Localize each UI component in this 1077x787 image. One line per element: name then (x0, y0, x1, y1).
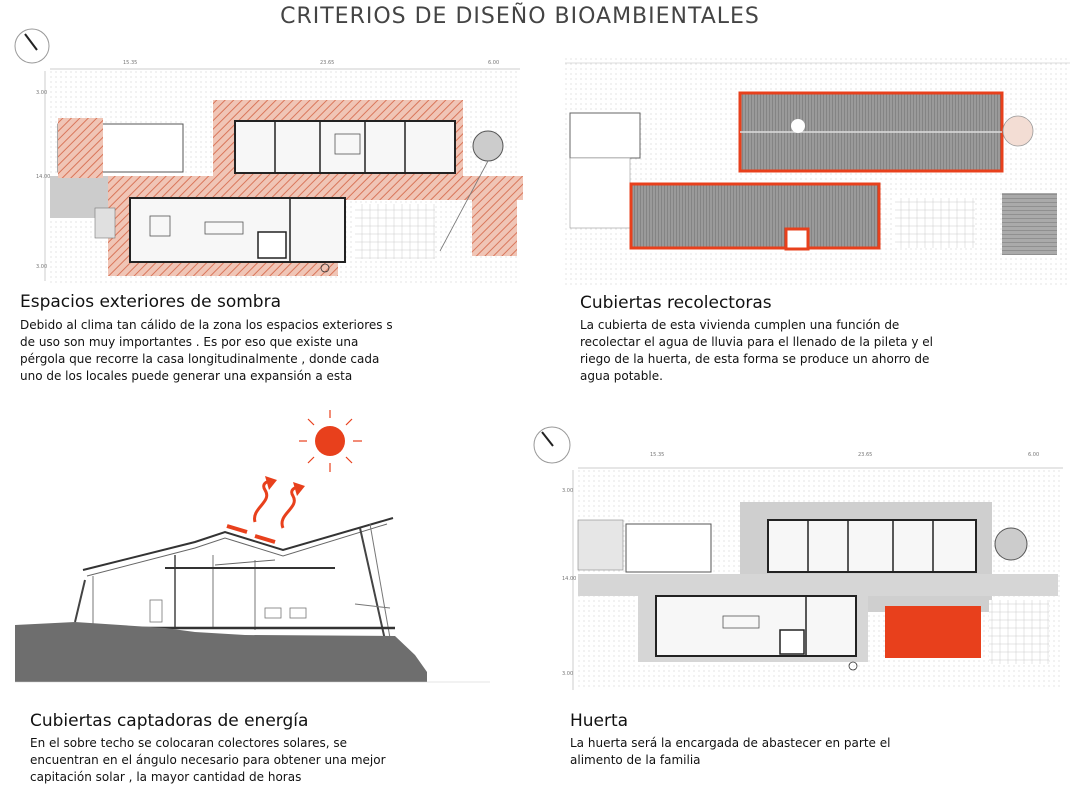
energy-line-3: capitación solar , la mayor cantidad de horas (30, 770, 302, 784)
dim-side-2: 14.00 (562, 576, 577, 582)
page-title: CRITERIOS DE DISEÑO BIOAMBIENTALES (280, 4, 760, 29)
energy-heading: Cubiertas captadoras de energía (30, 711, 309, 731)
sun-icon (299, 410, 362, 472)
dim-side-1: 3.00 (36, 90, 48, 96)
garden-plan-drawing (528, 420, 1070, 700)
shade-line-2: de uso son muy importantes . Es por eso que existe una (20, 335, 359, 349)
solar-collector (227, 526, 247, 532)
dim-side-3: 3.00 (562, 671, 574, 677)
roofs-description (580, 317, 933, 385)
shade-plan-drawing (10, 26, 530, 288)
dim-top-3: 6.00 (488, 60, 500, 66)
shade-line-4: uno de los locales puede generar una expansión a esta (20, 369, 353, 383)
energy-line-2: encuentran en el ángulo necesario para obtener una mejor (30, 753, 386, 767)
garden-line-2: alimento de la familia (570, 753, 701, 767)
garden-description (570, 735, 890, 769)
garden-heading: Huerta (570, 711, 629, 731)
roofs-line-3: riego de la huerta, de esta forma se produce un ahorro de (580, 352, 930, 366)
energy-section-drawing (15, 410, 490, 695)
north-arrow-icon (15, 29, 49, 63)
roofs-line-4: agua potable. (580, 369, 663, 383)
terrain (15, 622, 427, 682)
roofs-plan-drawing (565, 58, 1070, 286)
energy-line-1: En el sobre techo se colocaran colectores solares, se (30, 736, 348, 750)
energy-description (30, 735, 386, 786)
solar-collector (255, 536, 275, 542)
dim-side-1: 3.00 (562, 488, 574, 494)
shade-line-3: pérgola que recorre la casa longitudinalmente , donde cada (20, 352, 380, 366)
shade-heading: Espacios exteriores de sombra (20, 292, 282, 312)
dim-top-2: 23.65 (858, 452, 873, 458)
garden-line-1: La huerta será la encargada de abastecer en parte el (570, 736, 891, 750)
dim-top-2: 23.65 (320, 60, 335, 66)
dim-top-3: 6.00 (1028, 452, 1040, 458)
dim-top-1: 15.35 (650, 452, 665, 458)
dim-side-2: 14.00 (36, 174, 51, 180)
roofs-heading: Cubiertas recolectoras (580, 293, 772, 313)
dim-top-1: 15.35 (123, 60, 138, 66)
shade-description (20, 317, 393, 385)
dim-side-3: 3.00 (36, 264, 48, 270)
roofs-line-2: recolectar el agua de lluvia para el llenado de la pileta y el (580, 335, 933, 349)
roofs-line-1: La cubierta de esta vivienda cumplen una función de (580, 318, 900, 332)
garden-plot (885, 606, 981, 658)
shade-line-1: Debido al clima tan cálido de la zona los espacios exteriores s (20, 318, 393, 332)
